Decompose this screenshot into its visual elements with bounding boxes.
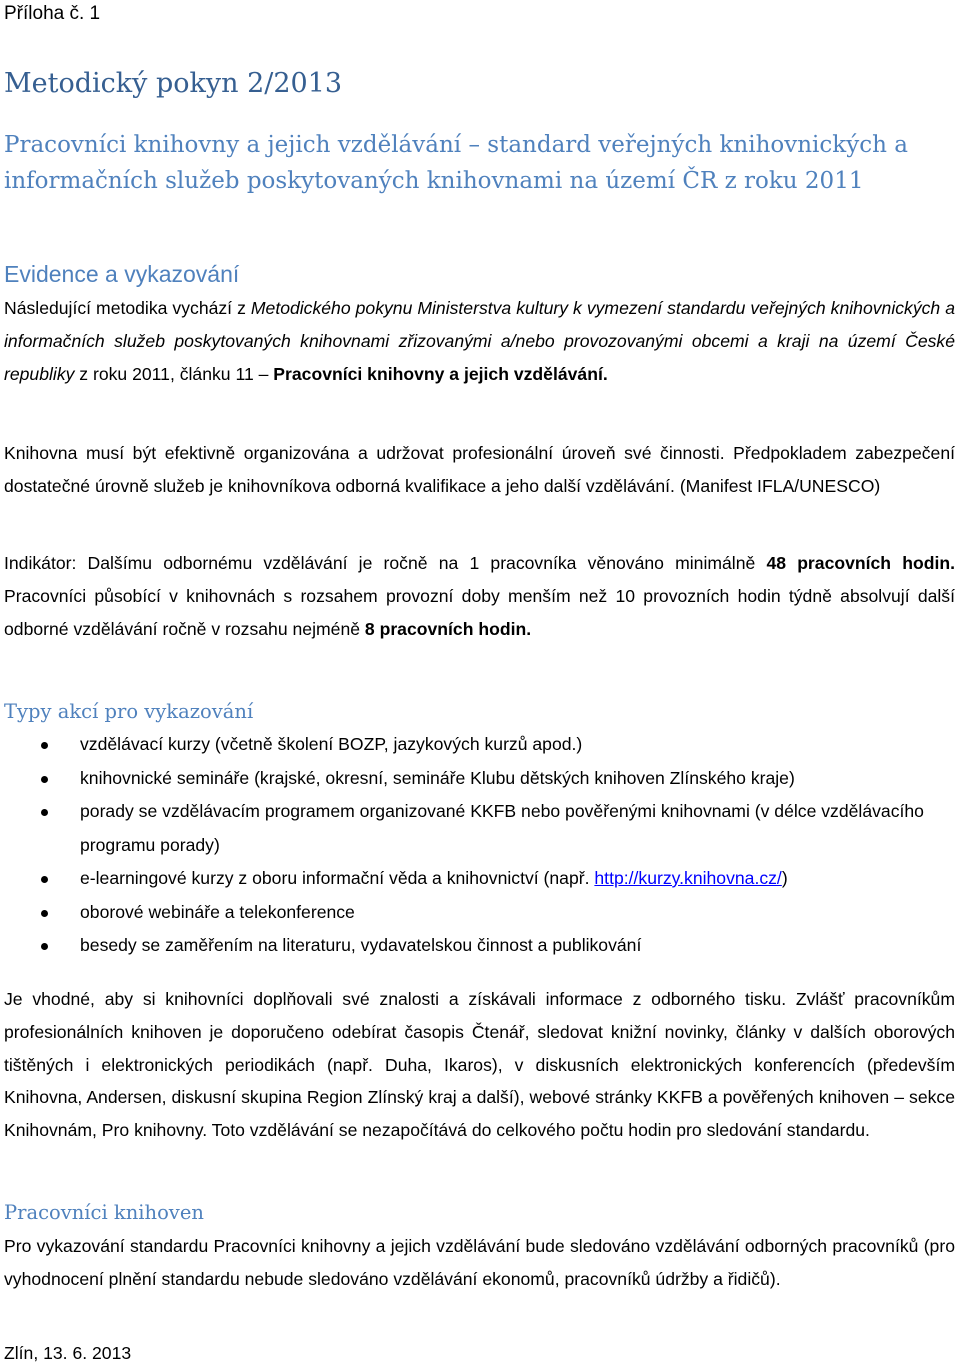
kurzy-knihovna-link[interactable]: http://kurzy.knihovna.cz/ [594,868,782,888]
intro-text-start: Následující metodika vychází z [4,298,251,318]
list-item-text: porady se vzdělávacím programem organizované KKFB nebo pověřenými knihovnami (v délce vzdělávacího programu porady) [80,801,924,855]
section-heading-pracovnici: Pracovníci knihoven [4,1201,204,1224]
document-date: Zlín, 13. 6. 2013 [4,1343,132,1363]
bullet-icon [41,776,48,783]
knihovna-paragraph: Knihovna musí být efektivně organizována a udržovat profesionální úroveň své činnosti. Předpokladem zabezpečení dostatečné úrovně služeb je knihovníkova odborná kvalifikace a jeho další vzdělávání. (Manifest IFLA/UNESCO) [4,443,955,496]
list-item-text: vzdělávací kurzy (včetně školení BOZP, jazykových kurzů apod.) [80,734,583,754]
list-item [0,929,958,963]
bullet-icon [41,876,48,883]
bullet-icon [41,943,48,950]
typy-akci-list [0,728,960,963]
list-item [0,896,958,930]
list-item [0,762,958,796]
bullet-icon [41,742,48,749]
document-title: Metodický pokyn 2/2013 [4,68,343,99]
indikator-bold-hours: 48 pracovních hodin. [766,553,955,573]
section-heading-evidence: Evidence a vykazování [4,261,240,287]
list-item-text: oborové webináře a telekonference [80,901,355,922]
attachment-label: Příloha č. 1 [4,3,101,24]
list-item-text: besedy se zaměřením na literaturu, vydavatelskou činnost a publikování [80,935,642,955]
intro-text-mid: z roku 2011, článku 11 – [74,363,274,384]
indikator-paragraph [4,547,955,645]
intro-italic-reference: Metodického pokynu Ministerstva kultury k vymezení standardu veřejných knihovnických a informačních služeb poskytovaných knihovnami zřizovanými a/nebo provozovanými obcemi a kraji na území České republiky [4,298,955,384]
vhodne-paragraph: Je vhodné, aby si knihovníci doplňovali své znalosti a získávali informace z odborného tisku. Zvlášť pracovníkům profesionálních knihoven je doporučeno odebírat časopis Čtenář, sledovat knižní novinky, články v dalších oborových tištěných i elektronických periodikách (např. Duha, Ikaros), v diskusních elektronických konferencích (především Knihovna, Andersen, diskusní skupina Region Zlínský kraj a další), webové stránky KKFB a pověřených knihoven – sekce Knihovnám, Pro knihovny. Toto vzdělávání se nezapočítává do celkového počtu hodin pro sledování standardu. [4,989,955,1141]
list-item-text: e-learningové kurzy z oboru informační věda a knihovnictví (např. [80,868,595,888]
section-heading-typy: Typy akcí pro vykazování [4,700,254,723]
list-item [0,862,958,896]
intro-bold-article: Pracovníci knihovny a jejich vzdělávání. [273,363,608,384]
list-item [0,728,958,762]
list-item-text: knihovnické semináře (krajské, okresní, semináře Klubu dětských knihoven Zlínského kraje) [80,767,795,788]
list-item [0,795,958,862]
list-item-text-end: ) [781,868,788,888]
bullet-icon [41,910,48,917]
pracovnici-paragraph: Pro vykazování standardu Pracovníci knihovny a jejich vzdělávání bude sledováno vzdělávání odborných pracovníků (pro vyhodnocení plnění standardu nebude sledováno vzdělávání ekonomů, pracovníků údržby a řidičů). [4,1236,955,1289]
intro-paragraph [4,292,955,390]
bullet-icon [41,809,48,816]
indikator-text-mid: Pracovníci působící v knihovnách s rozsahem provozní doby menším než 10 provozních hodin týdně absolvují další odborné vzdělávání ročně v rozsahu nejméně [4,585,955,639]
document-subtitle: Pracovníci knihovny a jejich vzdělávání – standard veřejných knihovnických a informačních služeb poskytovaných knihovnami na území ČR z roku 2011 [4,132,908,194]
indikator-text-start: Indikátor: Dalšímu odbornému vzdělávání je ročně na 1 pracovníka věnováno minimálně [4,553,767,573]
indikator-bold-hours-2: 8 pracovních hodin. [364,618,532,639]
